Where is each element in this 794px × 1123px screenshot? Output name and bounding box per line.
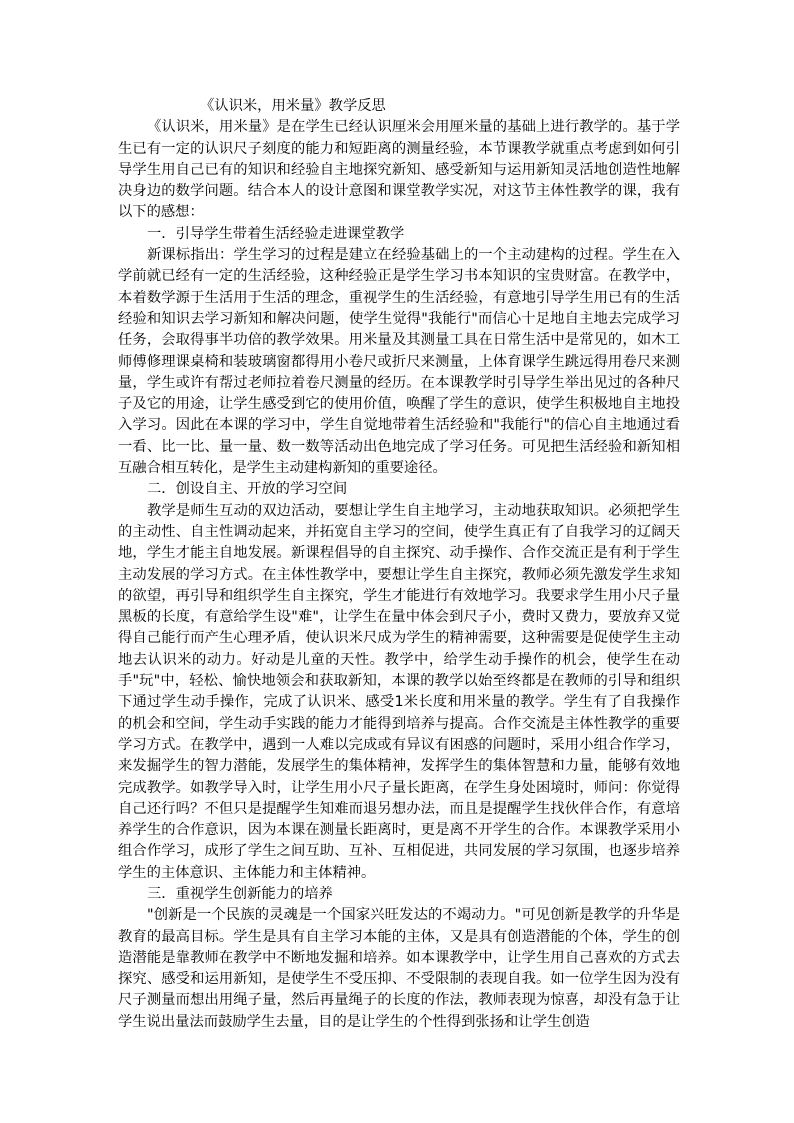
section-2-heading: 二．创设自主、开放的学习空间 <box>147 481 348 498</box>
section-2-body: 教学是师生互动的双边活动，要想让学生自主地学习，主动地获取知识。必须把学生的主动性、自主性调动起来，并拓宽自主学习的空间，使学生真正有了自我学习的辽阔天地，学生才能主自地发展。新课程倡导的自主探究、动手操作、合作交流正是有利于学生主动发展的学习方式。在主体性教学中，要想让学生自主探究，教师必须先激发学生求知的欲望，再引导和组织学生自主探究，学生才能进行有效地学习。我要求学生用小尺子量黑板的长度，有意给学生设"难"，让学生在量中体会到尺子小，费时又费力，要放弃又觉得自己能行而产生心理矛盾，使认识米尺成为学生的精神需要，这种需要是促使学生主动地去认识米的动力。好动是儿童的天性。教学中，给学生动手操作的机会，使学生在动手"玩"中，轻松、愉快地领会和获取新知，本课的教学以始至终都是在教师的引导和组织下通过学生动手操作，完成了认识米、感受1米长度和用米量的教学。学生有了自我操作的机会和空间，学生动手实践的能力才能得到培养与提高。合作交流是主体性教学的重要学习方式。在教学中，遇到一人难以完成或有异议有困惑的问题时，采用小组合作学习，来发掘学生的智力潜能，发展学生的集体精神，发挥学生的集体智慧和力量，能够有效地完成教学。如教学导入时，让学生用小尺子量长距离，在学生身处困境时，师问：你觉得自己还行吗？不但只是提醒学生知难而退另想办法，而且是提醒学生找伙伴合作，有意培养学生的合作意识，因为本课在测量长距离时，更是离不开学生的合作。本课教学采用小组合作学习，成形了学生之间互助、互补、互相促进，共同发展的学习氛围，也逐步培养学生的主体意识、主体能力和主体精神。 <box>118 502 680 881</box>
section-1-heading: 一．引导学生带着生活经验走进课堂教学 <box>147 225 405 242</box>
document-title: 《认识米，用米量》教学反思 <box>200 98 386 114</box>
document-page <box>118 96 680 1033</box>
section-3-body: "创新是一个民族的灵魂是一个国家兴旺发达的不竭动力。"可见创新是教学的升华是教育的最高目标。学生是具有自主学习本能的主体，又是具有创造潜能的个体，学生的创造潜能是靠教师在教学中不断地发掘和培养。如本课教学中，让学生用自己喜欢的方式去探究、感受和运用新知，是使学生不受压抑、不受限制的表现自我。如一位学生因为没有尺子测量而想出用绳子量，然后再量绳子的长度的作法，教师表现为惊喜，却没有急于让学生说出量法而鼓励学生去量，目的是让学生的个性得到张扬和让学生创造 <box>118 907 680 1030</box>
section-3-heading: 三．重视学生创新能力的培养 <box>147 885 333 902</box>
section-1-body: 新课标指出：学生学习的过程是建立在经验基础上的一个主动建构的过程。学生在入学前就已经有一定的生活经验，这种经验正是学生学习书本知识的宝贵财富。在教学中，本着数学源于生活用于生活的理念，重视学生的生活经验，有意地引导学生用已有的生活经验和知识去学习新知和解决问题，使学生觉得"我能行"而信心十足地自主地去完成学习任务，会取得事半功倍的教学效果。用米量及其测量工具在日常生活中是常见的，如木工师傅修理课桌椅和装玻璃窗都得用小卷尺或折尺来测量，上体育课学生跳远得用卷尺来测量，学生或许有帮过老师拉着卷尺测量的经历。在本课教学时引导学生举出见过的各种尺子及它的用途，让学生感受到它的使用价值，唤醒了学生的意识，使学生积极地自主地投入学习。因此在本课的学习中，学生自觉地带着生活经验和"我能行"的信心自主地通过看一看、比一比、量一量、数一数等活动出色地完成了学习任务。可见把生活经验和新知相互融合相互转化，是学生主动建构新知的重要途径。 <box>118 247 680 477</box>
intro-paragraph: 《认识米，用米量》是在学生已经认识厘米会用厘米量的基础上进行教学的。基于学生已有一定的认识尺子刻度的能力和短距离的测量经验，本节课教学就重点考虑到如何引导学生用自己已有的知识和经验自主地探究新知、感受新知与运用新知灵活地创造性地解决身边的数学问题。结合本人的设计意图和课堂教学实况，对这节主体性教学的课，我有以下的感想： <box>118 119 680 221</box>
